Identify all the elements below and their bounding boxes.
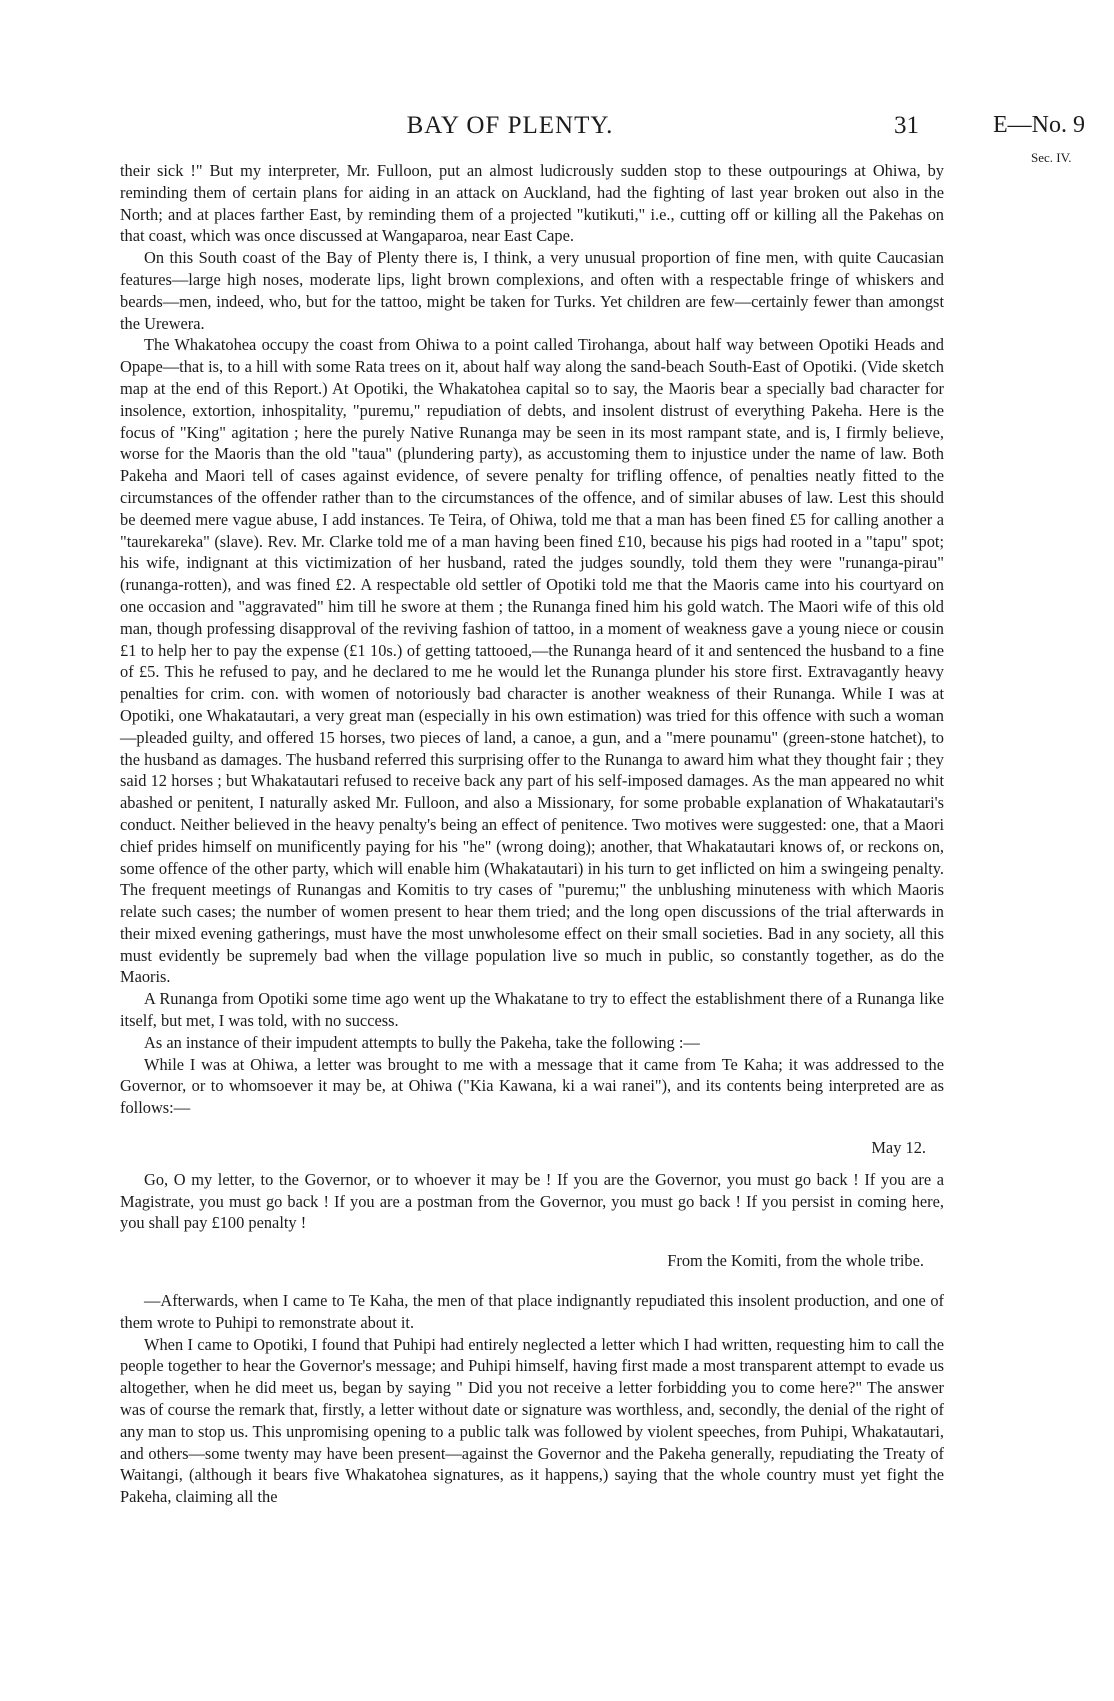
paragraph-5: As an instance of their impudent attempts to bully the Pakeha, take the following :— [144, 1032, 700, 1052]
section-label: Sec. IV. [1031, 150, 1072, 165]
quoted-letter: Go, O my letter, to the Governor, or to whoever it may be ! If you are the Governor, you must go back ! If you are a Magistrate, you must go back ! If you are a postman from the Governor, you must go back ! If you persist in coming here, you shall pay £100 penalty ! [120, 1169, 944, 1233]
paragraph-6: While I was at Ohiwa, a letter was brought to me with a message that it came from Te Kaha; it was addressed to the Governor, or to whomsoever it may be, at Ohiwa ("Kia Kawana, ki a wai ranei"), and its contents being interpreted are as follows:— [120, 1054, 944, 1118]
body-text [120, 160, 944, 1508]
paragraph-1: their sick !" But my interpreter, Mr. Fulloon, put an almost ludicrously sudden stop to these outpourings at Ohiwa, by reminding them of certain plans for aiding in an attack on Auckland, had the fighting of last year broken out also in the North; and at places farther East, by reminding them of a projected "kutikuti," i.e., cutting off or killing all the Pakehas on that coast, which was once discussed at Wangaparoa, near East Cape. [120, 161, 944, 246]
paragraph-4: A Runanga from Opotiki some time ago went up the Whakatane to try to effect the establishment there of a Runanga like itself, but met, I was told, with no success. [120, 989, 944, 1031]
letter-signature: From the Komiti, from the whole tribe. [667, 1251, 924, 1271]
letter-date: May 12. [871, 1138, 926, 1158]
page-title: BAY OF PLENTY. [406, 112, 614, 139]
document-reference: E—No. 9 [993, 112, 1085, 138]
paragraph-3: The Whakatohea occupy the coast from Ohiwa to a point called Tirohanga, about half way between Opotiki Heads and Opape—that is, to a hill with some Rata trees on it, about half way along the sand-beach South-East of Opotiki. (Vide sketch map at the end of this Report.) At Opotiki, the Whakatohea capital so to say, the Maoris bear a specially bad character for insolence, extortion, inhospitality, "puremu," repudiation of debts, and insolent distrust of everything Pakeha. Here is the focus of "King" agitation ; here the purely Native Runanga may be seen in its most rampant state, and is, I firmly believe, worse for the Maoris than the old "taua" (plundering party), as accustoming them to injustice under the name of law. Both Pakeha and Maori tell of cases against evidence, of severe penalty for trifling offence, of penalties neatly fitted to the circumstances of the offender rather than to the circumstances of the offence, and of similar abuses of law. Lest this should be deemed mere vague abuse, I add instances. Te Teira, of Ohiwa, told me that a man has been fined £5 for calling another a "taurekareka" (slave). Rev. Mr. Clarke told me of a man having been fined £10, because his pigs had rooted in a "tapu" spot; his wife, indignant at this victimization of her husband, rated the judges soundly, told them they were "runanga-pirau" (runanga-rotten), and was fined £2. A respectable old settler of Opotiki told me that the Maoris came into his courtyard on one occasion and "aggravated" him till he swore at them ; the Runanga fined him his gold watch. The Maori wife of this old man, though professing disapproval of the reviving fashion of tattoo, in a moment of weakness gave a young niece or cousin £1 to help her to pay the expense (£1 10s.) of getting tattooed,—the Runanga heard of it and sentenced the husband to a fine of £5. This he refused to pay, and he declared to me he would let the Runanga plunder his store first. Extravagantly heavy penalties for crim. con. with women of notoriously bad character is another weakness of their Runanga. While I was at Opotiki, one Whakatautari, a very great man (especially in his own estimation) was tried for this offence with such a woman—pleaded guilty, and offered 15 horses, two pieces of land, a canoe, a gun, and a "mere pounamu" (green-stone hatchet), to the husband as damages. The husband referred this surprising offer to the Runanga to award him what they thought fair ; they said 12 horses ; but Whakatautari refused to receive back any part of his self-imposed damages. As the man appeared no whit abashed or penitent, I naturally asked Mr. Fulloon, and also a Missionary, for some probable explanation of Whakatautari's conduct. Neither believed in the heavy penalty's being an effect of penitence. Two motives were suggested: one, that a Maori chief prides himself on munificently paying for his "he" (wrong doing); another, that Whakatautari knows of, or reckons on, some offence of the other party, which will enable him (Whakatautari) in his turn to get inflicted on him a swingeing penalty. The frequent meetings of Runangas and Komitis to try cases of "puremu;" the unblushing minuteness with which Maoris relate such cases; the number of women present to hear them tried; and the long open discussions of the trial afterwards in their mixed evening gatherings, must have the most unwholesome effect on their small societies. Bad in any society, all this must evidently be supremely bad when the village population live so much in public, so constantly together, as do the Maoris. [120, 335, 944, 987]
paragraph-2: On this South coast of the Bay of Plenty there is, I think, a very unusual proportion of fine men, with quite Caucasian features—large high noses, moderate lips, light brown complexions, and often with a respectable fringe of whiskers and beards—men, indeed, who, but for the tattoo, might be taken for Turks. Yet children are few—certainly fewer than amongst the Urewera. [120, 248, 944, 333]
paragraph-7: —Afterwards, when I came to Te Kaha, the men of that place indignantly repudiated this insolent production, and one of them wrote to Puhipi to remonstrate about it. [120, 1291, 944, 1332]
paragraph-8: When I came to Opotiki, I found that Puhipi had entirely neglected a letter which I had written, requesting him to call the people together to hear the Governor's message; and Puhipi himself, having first made a most transparent attempt to evade us altogether, when he did meet us, began by saying " Did you not receive a letter forbidding you to come here?" The answer was of course the remark that, firstly, a letter without date or signature was worthless, and, secondly, the denial of the right of any man to stop us. This unpromising opening to a public talk was followed by violent speeches, from Puhipi, Whakatautari, and others—some twenty may have been present—against the Governor and the Pakeha generally, repudiating the Treaty of Waitangi, (although it bears five Whakatohea signatures, as it happens,) saying that the whole country must yet fight the Pakeha, claiming all the [120, 1334, 944, 1507]
page-number: 31 [894, 112, 919, 139]
